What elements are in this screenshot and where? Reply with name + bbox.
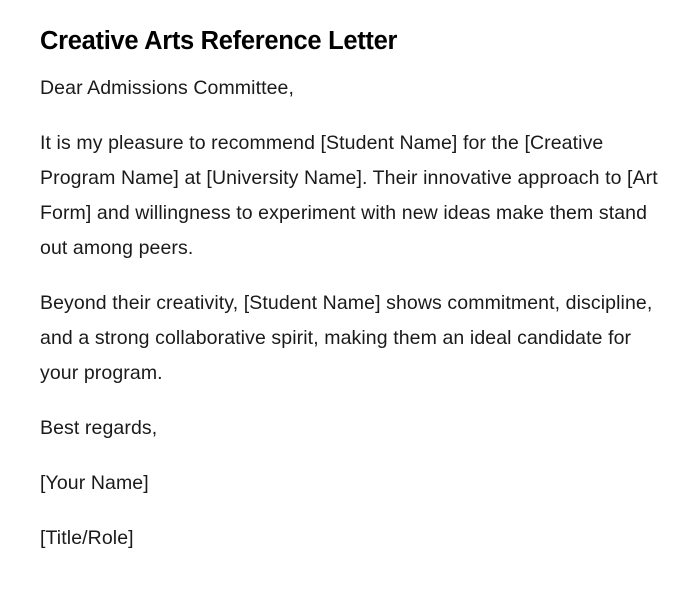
letter-title: Creative Arts Reference Letter [40, 27, 398, 55]
signature-title: [Title/Role] [40, 527, 134, 549]
letter-closing: Best regards, [40, 417, 158, 439]
letter-greeting: Dear Admissions Committee, [40, 77, 295, 99]
letter-paragraph-recommendation: It is my pleasure to recommend [Student Name] for the [Creative Program Name] at [University Name]. Their innovative approach to [Art Form] and willingness to experiment with new ideas make them stand out among peers. [40, 132, 658, 259]
letter-paragraph-qualities: Beyond their creativity, [Student Name] shows commitment, discipline, and a strong collaborative spirit, making them an ideal candidate for your program. [40, 292, 653, 384]
signature-name: [Your Name] [40, 472, 149, 494]
